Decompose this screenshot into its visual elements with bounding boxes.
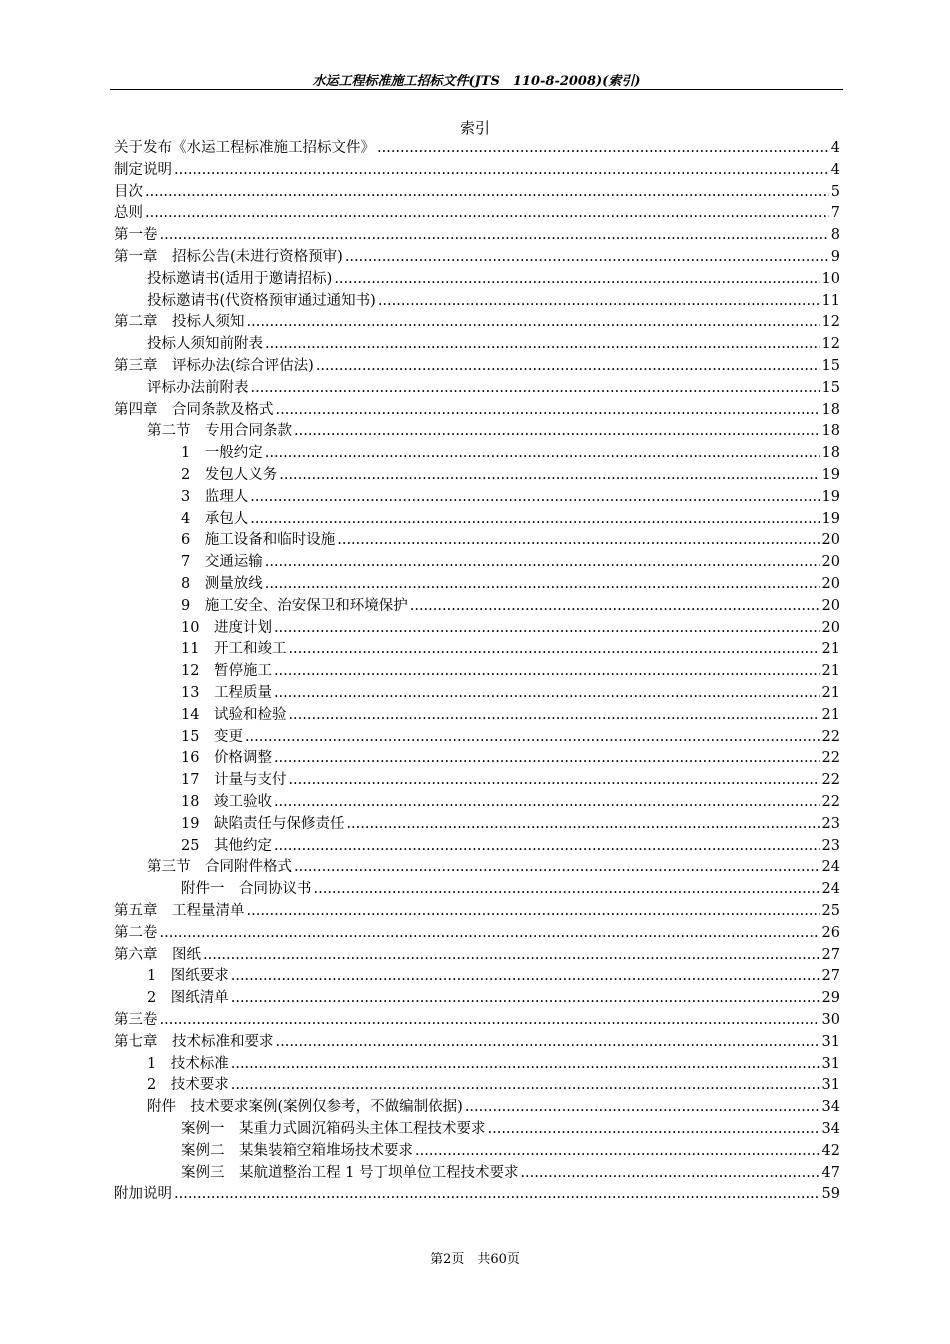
toc-leader-dots: [145, 182, 829, 204]
toc-entry[interactable]: [181, 509, 840, 531]
toc-entry-label: 评标办法前附表: [147, 379, 249, 396]
toc-leader-dots: [294, 857, 820, 879]
toc-entry-page: 20: [821, 597, 840, 614]
toc-leader-dots: [276, 400, 820, 422]
toc-leader-dots: [250, 487, 819, 509]
toc-title: 索引: [459, 119, 490, 137]
toc-leader-dots: [274, 618, 820, 640]
toc-entry-page: 21: [821, 706, 840, 723]
toc-entry-label: 第二章 投标人须知: [114, 314, 245, 331]
toc-entry[interactable]: [114, 901, 840, 923]
toc-entry[interactable]: [114, 312, 840, 334]
toc-entry-label: 第三章 评标办法(综合评估法): [114, 358, 314, 374]
toc-entry-label: 25 其他约定: [181, 837, 272, 854]
toc-entry-page: 42: [821, 1142, 840, 1159]
toc-entry-label: 案例一 某重力式圆沉箱码头主体工程技术要求: [181, 1121, 486, 1137]
toc-leader-dots: [288, 705, 819, 727]
toc-leader-dots: [378, 291, 820, 313]
toc-entry-page: 26: [821, 924, 840, 941]
toc-entry-label: 1 技术标准: [147, 1055, 229, 1072]
toc-entry-page: 27: [821, 968, 840, 985]
toc-leader-dots: [274, 748, 820, 770]
toc-leader-dots: [160, 1010, 820, 1032]
toc-leader-dots: [247, 312, 820, 334]
toc-entry[interactable]: [147, 1075, 840, 1097]
toc-entry-label: 第一卷: [114, 227, 158, 244]
toc-entry-label: 案例三 某航道整治工程 1 号丁坝单位工程技术要求: [181, 1164, 519, 1181]
toc-entry[interactable]: [181, 443, 840, 465]
toc-entry-label: 第三节 合同附件格式: [147, 859, 292, 876]
toc-leader-dots: [160, 923, 820, 945]
toc-entry[interactable]: [181, 552, 840, 574]
toc-entry[interactable]: [181, 705, 840, 727]
toc-entry-label: 投标人须知前附表: [147, 336, 263, 353]
toc-entry[interactable]: [114, 356, 840, 378]
toc-leader-dots: [316, 356, 820, 378]
toc-entry-page: 31: [821, 1055, 840, 1072]
toc-entry-page: 20: [821, 532, 840, 549]
toc-entry-page: 19: [821, 467, 840, 483]
toc-entry[interactable]: [147, 269, 840, 291]
toc-leader-dots: [279, 465, 819, 487]
toc-entry[interactable]: [147, 334, 840, 356]
toc-entry[interactable]: [181, 792, 840, 814]
toc-leader-dots: [377, 138, 829, 160]
toc-entry-page: 30: [821, 1012, 840, 1028]
toc-entry-page: 20: [821, 619, 840, 636]
toc-entry-label: 附件一 合同协议书: [181, 881, 312, 898]
toc-entry-label: 附加说明: [114, 1186, 172, 1203]
toc-leader-dots: [231, 1054, 820, 1076]
toc-entry[interactable]: [181, 770, 840, 792]
toc-entry[interactable]: [181, 836, 840, 858]
toc-entry[interactable]: [181, 661, 840, 683]
toc-entry[interactable]: [181, 748, 840, 770]
toc-entry[interactable]: [114, 182, 840, 204]
toc-leader-dots: [265, 552, 820, 574]
toc-entry-page: 20: [821, 554, 840, 571]
toc-entry-label: 4 承包人: [181, 510, 249, 527]
toc-entry-label: 关于发布《水运工程标准施工招标文件》: [114, 140, 375, 156]
toc-entry-page: 23: [821, 815, 840, 832]
toc-leader-dots: [231, 988, 820, 1010]
toc-leader-dots: [145, 203, 829, 225]
toc-entry-label: 第二节 专用合同条款: [147, 423, 292, 440]
toc-leader-dots: [520, 1163, 819, 1185]
toc-leader-dots: [334, 269, 819, 291]
toc-entry[interactable]: [181, 727, 840, 749]
toc-entry-label: 第七章 技术标准和要求: [114, 1033, 274, 1050]
toc-entry[interactable]: [181, 1141, 840, 1163]
toc-entry-page: 7: [830, 205, 840, 222]
toc-entry-label: 附件 技术要求案例(案例仅参考，不做编制依据): [147, 1099, 463, 1116]
toc-entry-page: 20: [821, 576, 840, 592]
toc-entry-label: 10 进度计划: [181, 619, 272, 636]
toc-entry[interactable]: [114, 945, 840, 967]
toc-entry[interactable]: [181, 487, 840, 509]
toc-entry-label: 2 技术要求: [147, 1077, 229, 1094]
toc-leader-dots: [465, 1097, 820, 1119]
toc-leader-dots: [247, 901, 820, 923]
toc-leader-dots: [251, 378, 820, 400]
toc-entry-page: 25: [821, 903, 840, 919]
toc-entry-page: 47: [821, 1164, 840, 1181]
toc-entry-label: 第二卷: [114, 924, 158, 941]
toc-entry-label: 第六章 图纸: [114, 946, 201, 963]
toc-entry-page: 21: [821, 685, 840, 701]
toc-entry[interactable]: [147, 421, 840, 443]
toc-entry[interactable]: [147, 857, 840, 879]
toc-leader-dots: [265, 443, 820, 465]
toc-entry-label: 第四章 合同条款及格式: [114, 401, 274, 418]
toc-entry-page: 22: [821, 750, 840, 767]
running-header: 水运工程标准施工招标文件(JTS 110-8-2008)(索引): [312, 74, 641, 89]
toc-leader-dots: [231, 966, 820, 988]
toc-leader-dots: [231, 1075, 820, 1097]
toc-entry[interactable]: [114, 400, 840, 422]
toc-entry-label: 第五章 工程量清单: [114, 903, 245, 919]
toc-entry[interactable]: [114, 1184, 840, 1206]
toc-entry-page: 18: [821, 445, 840, 462]
toc-entry[interactable]: [114, 1032, 840, 1054]
toc-leader-dots: [250, 509, 819, 531]
toc-entry[interactable]: [181, 596, 840, 618]
toc-leader-dots: [415, 1141, 820, 1163]
page-footer: 第2页 共60页: [430, 1252, 520, 1267]
toc-entry-page: 31: [821, 1077, 840, 1094]
toc-entry-page: 24: [821, 881, 840, 898]
toc-entry-page: 21: [821, 663, 840, 680]
toc-leader-dots: [160, 225, 829, 247]
toc-entry-page: 31: [821, 1033, 840, 1050]
header-rule: [110, 89, 843, 90]
toc-entry-page: 11: [821, 292, 840, 309]
toc-entry-page: 4: [830, 161, 840, 178]
toc-entry-label: 6 施工设备和临时设施: [181, 532, 336, 549]
toc-entry-page: 19: [821, 510, 840, 527]
toc-entry-label: 制定说明: [114, 161, 172, 178]
toc-leader-dots: [265, 574, 820, 596]
toc-entry[interactable]: [114, 1010, 840, 1032]
toc-entry[interactable]: [181, 1163, 840, 1185]
toc-entry[interactable]: [114, 160, 840, 182]
toc-entry-label: 2 图纸清单: [147, 990, 229, 1007]
toc-entry[interactable]: [181, 814, 840, 836]
toc-entry-label: 15 变更: [181, 728, 243, 745]
toc-entry[interactable]: [147, 1097, 840, 1119]
toc-leader-dots: [274, 661, 820, 683]
toc-entry-label: 17 计量与支付: [181, 772, 287, 789]
toc-entry[interactable]: [114, 923, 840, 945]
toc-entry-page: 23: [821, 837, 840, 854]
toc-leader-dots: [337, 530, 819, 552]
toc-leader-dots: [345, 247, 829, 269]
toc-leader-dots: [203, 945, 820, 967]
toc-entry-label: 16 价格调整: [181, 750, 272, 767]
toc-entry[interactable]: [147, 378, 840, 400]
toc-leader-dots: [274, 683, 820, 705]
toc-entry[interactable]: [114, 225, 840, 247]
toc-entry[interactable]: [114, 203, 840, 225]
toc-entry-label: 9 施工安全、治安保卫和环境保护: [181, 597, 408, 614]
toc-entry-label: 案例二 某集装箱空箱堆场技术要求: [181, 1142, 413, 1159]
toc-entry-label: 目次: [114, 183, 143, 200]
toc-entry-label: 8 测量放线: [181, 576, 263, 592]
toc-entry-label: 19 缺陷责任与保修责任: [181, 815, 345, 832]
toc-entry-page: 21: [821, 641, 840, 658]
toc-entry-label: 18 竣工验收: [181, 794, 272, 810]
toc-entry[interactable]: [147, 1054, 840, 1076]
toc-entry-label: 投标邀请书(代资格预审通过通知书): [147, 292, 376, 309]
toc-entry[interactable]: [147, 291, 840, 313]
toc-entry[interactable]: [181, 683, 840, 705]
toc-leader-dots: [174, 160, 829, 182]
toc-leader-dots: [314, 879, 820, 901]
toc-entry-page: 22: [821, 794, 840, 810]
toc-leader-dots: [274, 792, 820, 814]
toc-entry-label: 第一章 招标公告(未进行资格预审): [114, 249, 343, 265]
toc-entry-label: 2 发包人义务: [181, 467, 278, 483]
toc-entry-page: 15: [821, 379, 840, 396]
toc-entry[interactable]: [147, 966, 840, 988]
toc-entry-page: 22: [821, 772, 840, 789]
toc-entry-page: 24: [821, 859, 840, 876]
toc-entry-page: 34: [821, 1099, 840, 1116]
toc-entry-page: 27: [821, 946, 840, 963]
toc-entry[interactable]: [181, 465, 840, 487]
toc-leader-dots: [174, 1184, 820, 1206]
toc-entry-page: 18: [821, 401, 840, 418]
toc-leader-dots: [346, 814, 819, 836]
toc-entry-label: 12 暂停施工: [181, 663, 272, 680]
toc-leader-dots: [410, 596, 820, 618]
toc-entry[interactable]: [114, 138, 840, 160]
toc-entry-label: 7 交通运输: [181, 554, 263, 571]
toc-entry-page: 8: [830, 227, 840, 244]
toc-entry-page: 18: [821, 423, 840, 440]
toc-entry-label: 总则: [114, 205, 143, 222]
toc-entry[interactable]: [181, 618, 840, 640]
toc-entry-label: 14 试验和检验: [181, 706, 287, 723]
toc-entry-page: 12: [821, 336, 840, 353]
toc-entry[interactable]: [181, 574, 840, 596]
toc-entry-page: 10: [821, 270, 840, 287]
toc-entry-page: 34: [821, 1121, 840, 1137]
toc-entry-page: 9: [830, 249, 840, 265]
toc-leader-dots: [288, 639, 819, 661]
toc-entry-label: 1 图纸要求: [147, 968, 229, 985]
toc-entry-page: 19: [821, 488, 840, 505]
toc-entry-label: 1 一般约定: [181, 445, 263, 462]
toc-entry-page: 15: [821, 358, 840, 374]
toc-leader-dots: [274, 836, 820, 858]
toc-entry[interactable]: [181, 530, 840, 552]
toc-entry-label: 3 监理人: [181, 488, 249, 505]
toc-entry-page: 5: [830, 183, 840, 200]
toc-entry-page: 22: [821, 728, 840, 745]
toc-leader-dots: [245, 727, 820, 749]
toc-entry[interactable]: [181, 639, 840, 661]
toc-leader-dots: [265, 334, 820, 356]
toc-leader-dots: [288, 770, 819, 792]
toc-entry-page: 29: [821, 990, 840, 1007]
toc-entry[interactable]: [181, 879, 840, 901]
toc-entry[interactable]: [181, 1119, 840, 1141]
toc-entry-label: 13 工程质量: [181, 685, 272, 701]
toc-entry-label: 投标邀请书(适用于邀请招标): [147, 270, 333, 287]
toc-entry[interactable]: [147, 988, 840, 1010]
toc-entry-label: 11 开工和竣工: [181, 641, 287, 658]
toc-entry-page: 12: [821, 314, 840, 331]
toc-leader-dots: [488, 1119, 820, 1141]
toc-entry-label: 第三卷: [114, 1012, 158, 1028]
toc-entry-page: 59: [821, 1186, 840, 1203]
toc-entry[interactable]: [114, 247, 840, 269]
toc-leader-dots: [276, 1032, 820, 1054]
toc-leader-dots: [294, 421, 820, 443]
toc-entry-page: 4: [830, 140, 840, 156]
